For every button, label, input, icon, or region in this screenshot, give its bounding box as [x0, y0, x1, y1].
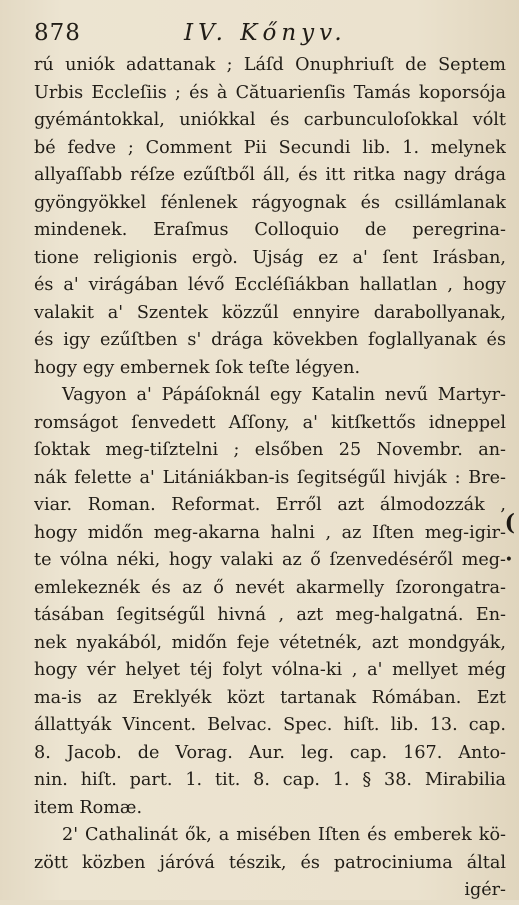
margin-dot: • — [504, 552, 513, 568]
text-line: hogy midőn meg-akarna halni , az Iſten meg-igir- — [34, 522, 506, 543]
text-line: te vólna néki, hogy valaki az ő ſzenvedéséről meg- — [34, 550, 506, 570]
text-line: mindenek. Eraſmus Colloquio de peregrina- — [34, 220, 506, 240]
text-line: gyöngyökkel fénlenek rágyognak és csillámlanak — [34, 192, 506, 213]
text-line: zött közben járóvá tészik, és patrociniuma által — [34, 852, 506, 873]
text-line: és a' virágában lévő Eccléſiákban hallatlan , hogy — [34, 275, 506, 295]
text-line: Urbis Eccleſiis ; és à Cătuarienſis Tamás koporsója — [34, 82, 506, 103]
paragraph-start-line: Vagyon a' Pápáſoknál egy Katalin nevű Martyr- — [62, 385, 506, 405]
paragraph-start-line: 2' Cathalinát ők, a misében Iſten és emberek kö- — [62, 825, 506, 845]
text-line: nek nyakából, midőn feje vétetnék, azt mondgyák, — [34, 632, 506, 653]
text-line: tione religionis ergò. Ujság ez a' ſent Irásban, — [34, 247, 506, 268]
text-line: valakit a' Szentek közzűl ennyire darabollyanak, — [34, 302, 506, 323]
text-line: allyaſſabb réſze ezűſtből áll, és itt ritka nagy drága — [34, 165, 506, 185]
text-line: nin. hiſt. part. 1. tit. 8. cap. 1. § 38. Mirabilia — [34, 770, 506, 790]
text-line: állattyák Vincent. Belvac. Spec. hiſt. lib. 13. cap. — [34, 715, 506, 735]
text-line: viar. Roman. Reformat. Erről azt álmodozzák , — [34, 495, 506, 515]
text-line: nák felette a' Litániákban-is ſegitségűl hivják : Bre- — [34, 467, 506, 488]
margin-mark: ( — [504, 510, 515, 536]
text-line: gyémántokkal, uniókkal és carbunculoſokkal vólt — [34, 110, 506, 130]
text-line: és igy ezűſtben s' drága kövekben foglallyanak és — [34, 330, 506, 350]
text-line: ſoktak meg-tiſztelni ; elsőben 25 Novembr. an- — [34, 440, 506, 460]
text-line: rú uniók adattanak ; Láſd Onuphriuſt de Septem — [34, 55, 506, 75]
page-header — [34, 18, 499, 52]
text-line: romságot ſenvedett Aſſony, a' kitſkettős idneppel — [34, 412, 506, 433]
text-line: item Romæ. — [34, 797, 143, 818]
running-head: IV. Kőnyv. — [184, 20, 347, 46]
catchword: igér- — [464, 880, 506, 900]
text-line: hogy vér helyet téj folyt vólna-ki , a' mellyet még — [34, 660, 506, 680]
text-line: hogy egy embernek ſok teſte légyen. — [34, 357, 361, 378]
text-line: ma-is az Ereklyék közt tartanak Rómában. Ezt — [34, 687, 506, 708]
text-line: emlekeznék és az ő nevét akarmelly ſzorongatra- — [34, 577, 506, 598]
text-line: tásában ſegitségűl hivná , azt meg-halgatná. En- — [34, 605, 506, 625]
body-text — [34, 52, 506, 905]
page-number: 878 — [34, 20, 81, 46]
text-line: bé fedve ; Comment Pii Secundi lib. 1. melynek — [34, 137, 506, 158]
text-line: 8. Jacob. de Vorag. Aur. leg. cap. 167. Anto- — [34, 742, 506, 763]
